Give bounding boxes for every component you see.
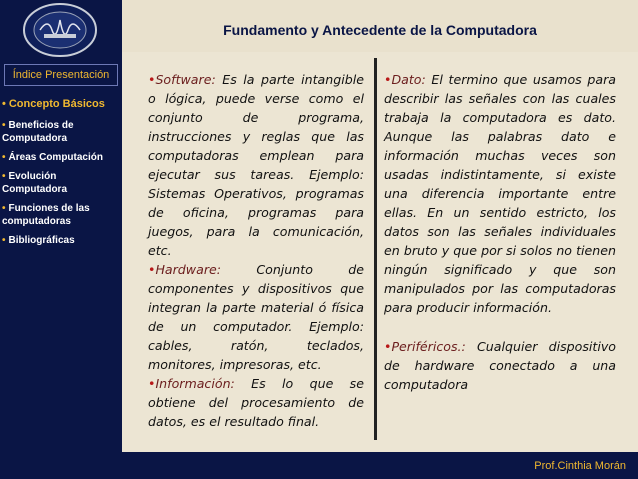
sidebar-item-bibliograficas[interactable]	[2, 234, 120, 247]
bullet-icon: •	[384, 72, 392, 87]
term-label: Información:	[155, 376, 235, 391]
sidebar-nav	[2, 98, 120, 253]
definition-dato	[384, 70, 616, 317]
bullet-icon: •	[2, 152, 6, 163]
bullet-icon: •	[148, 72, 156, 87]
definition-text: El termino que usamos para describir las señales con las cuales trabaja la computadora es dato. Aunque las palabras dato e información muchas veces son usadas indistintamente, si existe una diferencia importante entre ellas. En un sentido estricto, los datos son las señales individuales en bruto y que por si solos no tienen ningún significado y que son manipulados por las computadoras para producir información.	[384, 72, 616, 315]
term-label: Periféricos.:	[391, 339, 466, 354]
definition-text: Conjunto de componentes y dispositivos que integran la parte material ó física de un computador. Ejemplo: cables, ratón, teclados, monitores, impresoras, etc.	[148, 262, 364, 372]
spacer	[384, 317, 616, 337]
sidebar-item-label: Bibliográficas	[8, 235, 75, 246]
term-label: Software:	[155, 72, 216, 87]
bullet-icon: •	[2, 98, 6, 110]
bullet-icon: •	[2, 171, 6, 182]
sidebar-item-label: Concepto Básicos	[8, 98, 105, 110]
definition-perifericos	[384, 337, 616, 394]
sidebar-item-funciones[interactable]	[2, 202, 120, 228]
sidebar-item-beneficios[interactable]	[2, 119, 120, 145]
sidebar-item-evolucion[interactable]	[2, 170, 120, 196]
term-label: Dato:	[391, 72, 426, 87]
definition-text: Cualquier dispositivo de hardware conectado a una computadora	[384, 339, 616, 392]
bullet-icon: •	[148, 262, 156, 277]
logo-icon	[22, 2, 98, 60]
page-title: Fundamento y Antecedente de la Computadora	[223, 22, 537, 38]
sidebar-item-label: Funciones de las computadoras	[2, 203, 90, 227]
right-column	[384, 70, 616, 394]
definition-informacion	[148, 374, 364, 431]
sidebar-item-label: Áreas Computación	[8, 152, 103, 163]
sidebar-item-areas[interactable]	[2, 151, 120, 164]
bullet-icon: •	[2, 203, 6, 214]
definition-text: Es la parte intangible o lógica, puede verse como el conjunto de programa, instrucciones y reglas que las computadoras emplean para ejecutar sus tareas. Ejemplo: Sistemas Operativos, programas de oficina, programas para juegos, para la comunicación, etc.	[148, 72, 364, 258]
bullet-icon: •	[2, 120, 6, 131]
term-label: Hardware:	[155, 262, 221, 277]
author-label: Prof.Cinthia Morán	[534, 460, 626, 472]
column-divider	[374, 58, 377, 440]
bullet-icon: •	[384, 339, 392, 354]
bullet-icon: •	[2, 235, 6, 246]
sidebar-item-conceptos[interactable]	[2, 98, 120, 111]
bullet-icon: •	[148, 376, 156, 391]
left-column	[148, 70, 364, 431]
definition-hardware	[148, 260, 364, 374]
index-title[interactable]: Índice Presentación	[4, 64, 118, 86]
sidebar-item-label: Evolución Computadora	[2, 171, 67, 195]
definition-text: Es lo que se obtiene del procesamiento de datos, es el resultado final.	[148, 376, 364, 429]
sidebar-item-label: Beneficios de Computadora	[2, 120, 74, 144]
definition-software	[148, 70, 364, 260]
